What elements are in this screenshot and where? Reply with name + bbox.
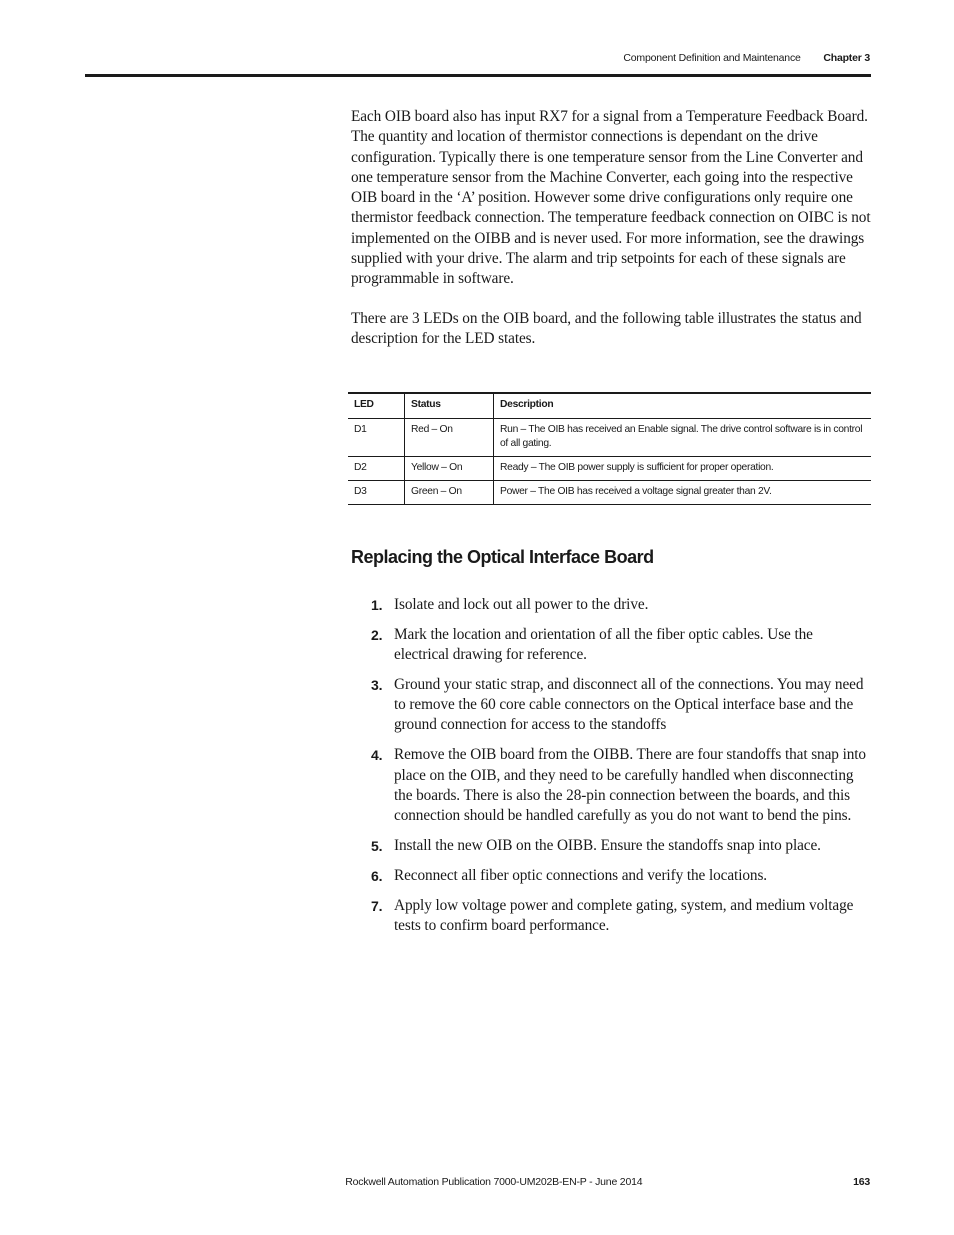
publication-id: Rockwell Automation Publication 7000-UM202B-EN-P - June 2014: [345, 1176, 643, 1188]
table-header-row: [348, 393, 871, 419]
procedure-steps: [351, 595, 871, 946]
step-number: 4.: [371, 747, 383, 764]
step-text: Remove the OIB board from the OIBB. There are four standoffs that snap into place on the OIB, and they need to be carefully handled when disconnecting the boards. There is also the 28-pin connection between the boards, and this connection should be handled carefully as you do not want to bend the pins.: [394, 746, 866, 825]
cell-status: Yellow – On: [405, 457, 494, 481]
step-number: 5.: [371, 837, 383, 854]
step-text: Isolate and lock out all power to the drive.: [394, 596, 649, 613]
step-text: Apply low voltage power and complete gating, system, and medium voltage tests to confirm board performance.: [394, 896, 854, 934]
table-row: [348, 481, 871, 505]
table-row: [348, 419, 871, 457]
column-header-status: Status: [405, 393, 494, 419]
step-number: 2.: [371, 626, 383, 643]
list-item: [351, 595, 871, 615]
step-number: 3.: [371, 676, 383, 693]
step-text: Reconnect all fiber optic connections and verify the locations.: [394, 866, 768, 884]
paragraph-temperature-feedback: Each OIB board also has input RX7 for a signal from a Temperature Feedback Board. The quantity and location of thermistor connections is dependant on the drive configuration. Typically there is one temperature sensor from the Line Converter and one temperature sensor from the Machine Converter, each going into the respective OIB board in the ‘A’ position. However some drive configurations only require one thermistor feedback connection. The temperature feedback connection on OIBC is not implemented on the OIBB and is never used. For more information, see the drawings supplied with your drive. The alarm and trip setpoints for each of these signals are programmable in software.: [351, 108, 871, 288]
table-row: [348, 457, 871, 481]
cell-led: D1: [348, 419, 405, 457]
cell-description: Ready – The OIB power supply is sufficient for proper operation.: [494, 457, 872, 481]
list-item: [351, 745, 871, 826]
column-header-description: Description: [494, 393, 872, 419]
page-footer: [0, 1176, 870, 1188]
step-number: 6.: [371, 867, 383, 884]
cell-description: Power – The OIB has received a voltage signal greater than 2V.: [494, 481, 872, 505]
column-header-led: LED: [348, 393, 405, 419]
header-chapter-label: Chapter 3: [823, 52, 870, 64]
header-rule: [85, 74, 871, 77]
list-item: [351, 625, 871, 666]
list-item: [351, 896, 871, 937]
list-item: [351, 675, 871, 736]
header-section-title: Component Definition and Maintenance: [623, 52, 801, 64]
step-text: Ground your static strap, and disconnect all of the connections. You may need to remove the 60 core cable connectors on the Optical interface base and the ground connection for access to the standoffs: [394, 675, 864, 734]
step-text: Mark the location and orientation of all the fiber optic cables. Use the electrical drawing for reference.: [394, 625, 813, 664]
cell-led: D3: [348, 481, 405, 505]
cell-led: D2: [348, 457, 405, 481]
section-heading: Replacing the Optical Interface Board: [351, 547, 654, 567]
page-number: 163: [853, 1176, 870, 1188]
list-item: [351, 866, 871, 886]
led-status-table: [348, 392, 871, 505]
cell-status: Green – On: [405, 481, 494, 505]
page-header: [0, 52, 870, 70]
step-number: 1.: [371, 597, 383, 613]
paragraph-led-intro: There are 3 LEDs on the OIB board, and the following table illustrates the status and description for the LED states.: [351, 309, 862, 347]
step-number: 7.: [371, 897, 383, 914]
list-item: [351, 836, 871, 856]
step-text: Install the new OIB on the OIBB. Ensure the standoffs snap into place.: [394, 836, 821, 854]
cell-description: Run – The OIB has received an Enable signal. The drive control software is in control of all gating.: [494, 419, 872, 457]
body-text: [351, 107, 871, 368]
cell-status: Red – On: [405, 419, 494, 457]
